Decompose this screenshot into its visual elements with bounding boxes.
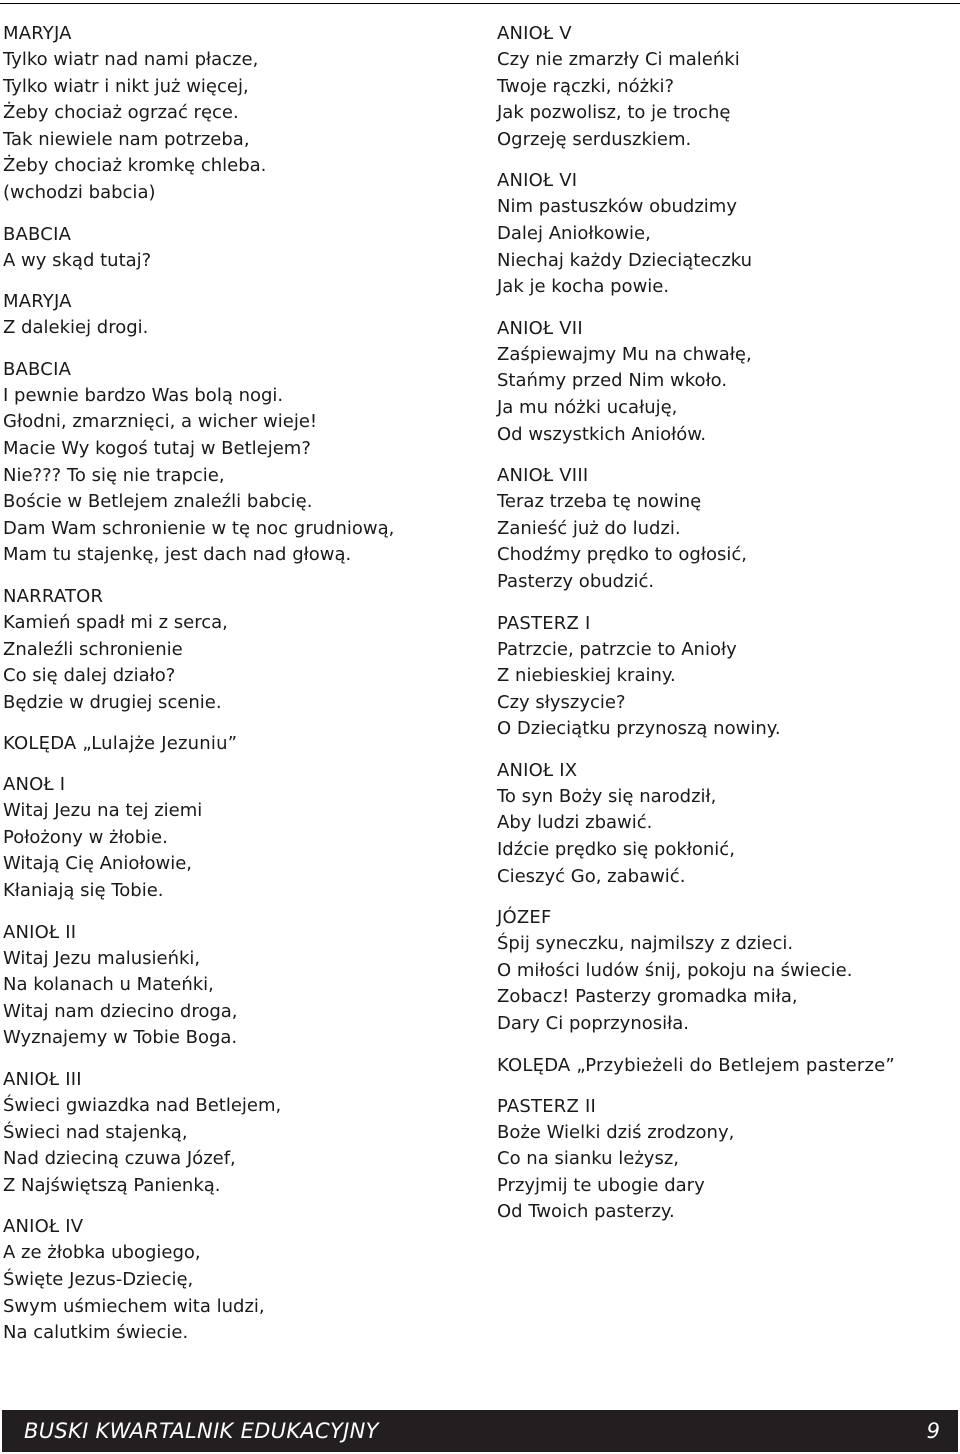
- verse-line: A ze żłobka ubogiego,: [3, 1242, 201, 1264]
- speaker-name: [497, 610, 957, 637]
- speaker-name: [3, 771, 473, 798]
- verse-line: Tak niewiele nam potrzeba,: [3, 128, 250, 150]
- dialogue-section: [3, 1213, 473, 1346]
- verse-line: Aby ludzi zbawić.: [497, 812, 653, 834]
- right-column: [497, 20, 957, 1240]
- verse-line: Boże Wielki dziś zrodzony,: [497, 1121, 735, 1143]
- verse-line: Jak je kocha powie.: [497, 276, 670, 298]
- speaker-name: [3, 221, 473, 248]
- footer-title: BUSKI KWARTALNIK EDUKACYJNY: [24, 1419, 379, 1443]
- speaker-label: ANIOŁ IV: [3, 1216, 84, 1238]
- verse-line: Nim pastuszków obudzimy: [497, 196, 737, 218]
- verse-line: Witaj Jezu malusieńki,: [3, 947, 201, 969]
- verse-line: Witaj Jezu na tej ziemi: [3, 800, 203, 822]
- verse-line: Czy słyszycie?: [497, 691, 626, 713]
- verse-line: Co się dalej działo?: [3, 665, 176, 687]
- verse-line: Świeci nad stajenką,: [3, 1121, 188, 1143]
- verse-line: Położony w żłobie.: [3, 826, 168, 848]
- speaker-label: PASTERZ II: [497, 1095, 596, 1117]
- dialogue-section: [3, 221, 473, 275]
- verse-line: Z Najświętszą Panienką.: [3, 1174, 221, 1196]
- dialogue-section: [3, 771, 473, 904]
- carol-title: „Przybieżeli do Betlejem pasterze”: [576, 1054, 895, 1076]
- speaker-label: ANOŁ I: [3, 774, 66, 796]
- verse-line: Idźcie prędko się pokłonić,: [497, 839, 735, 861]
- verse-line: Wyznajemy w Tobie Boga.: [3, 1027, 238, 1049]
- dialogue-section: [3, 730, 473, 757]
- verse-line: Od wszystkich Aniołów.: [497, 423, 707, 445]
- speaker-name: [3, 1066, 473, 1093]
- verse-line: Znaleźli schronienie: [3, 638, 183, 660]
- dialogue-section: [3, 1066, 473, 1199]
- verse-line: Przyjmij te ubogie dary: [497, 1174, 705, 1196]
- speaker-name: [3, 356, 473, 383]
- speaker-name: [497, 462, 957, 489]
- speaker-label: KOLĘDA: [3, 733, 77, 755]
- verse-line: Nie??? To się nie trapcie,: [3, 464, 225, 486]
- verse-line: Co na sianku leżysz,: [497, 1148, 680, 1170]
- left-column: [3, 20, 473, 1361]
- verse-line: Swym uśmiechem wita ludzi,: [3, 1295, 265, 1317]
- verse-line: Nad dzieciną czuwa Józef,: [3, 1148, 236, 1170]
- speaker-label: ANIOŁ IX: [497, 759, 578, 781]
- verse-line: Z dalekiej drogi.: [3, 317, 149, 339]
- verse-line: Ogrzeję serduszkiem.: [497, 128, 692, 150]
- verse-line: Tylko wiatr nad nami płacze,: [3, 49, 259, 70]
- page-number: 9: [926, 1419, 940, 1443]
- verse-line: Mam tu stajenkę, jest dach nad głową.: [3, 544, 352, 566]
- speaker-name: [497, 1052, 957, 1079]
- carol-title: „Lulajże Jezuniu”: [82, 733, 238, 755]
- verse-line: Na calutkim świecie.: [3, 1322, 189, 1344]
- verse-line: Patrzcie, patrzcie to Anioły: [497, 638, 737, 660]
- verse-line: Żeby chociaż ogrzać ręce.: [3, 102, 239, 124]
- dialogue-section: [497, 904, 957, 1037]
- verse-line: Dalej Aniołkowie,: [497, 222, 651, 244]
- speaker-name: [3, 919, 473, 946]
- dialogue-section: [3, 288, 473, 342]
- verse-line: Kamień spadł mi z serca,: [3, 611, 228, 633]
- verse-line: Cieszyć Go, zabawić.: [497, 865, 686, 887]
- speaker-name: [497, 904, 957, 931]
- speaker-label: JÓZEF: [497, 907, 552, 929]
- dialogue-section: [3, 356, 473, 569]
- verse-line: (wchodzi babcia): [3, 181, 156, 203]
- speaker-name: [3, 1213, 473, 1240]
- speaker-label: KOLĘDA: [497, 1054, 571, 1076]
- verse-line: Dam Wam schronienie w tę noc grudniową,: [3, 517, 395, 539]
- verse-line: Zaśpiewajmy Mu na chwałę,: [497, 343, 752, 365]
- verse-line: Boście w Betlejem znaleźli babcię.: [3, 491, 313, 513]
- verse-line: O Dzieciątku przynoszą nowiny.: [497, 718, 781, 740]
- speaker-label: ANIOŁ VII: [497, 317, 583, 339]
- verse-line: Będzie w drugiej scenie.: [3, 691, 222, 713]
- verse-line: Czy nie zmarzły Ci maleńki: [497, 49, 740, 70]
- verse-line: Świeci gwiazdka nad Betlejem,: [3, 1095, 282, 1117]
- speaker-label: ANIOŁ VI: [497, 170, 578, 192]
- verse-line: Teraz trzeba tę nowinę: [497, 491, 702, 513]
- speaker-name: [3, 583, 473, 610]
- speaker-name: [3, 288, 473, 315]
- speaker-name: [497, 757, 957, 784]
- verse-line: Jak pozwolisz, to je trochę: [497, 102, 731, 124]
- dialogue-section: [497, 462, 957, 595]
- verse-line: Ja mu nóżki ucałuję,: [497, 396, 678, 418]
- speaker-label: MARYJA: [3, 291, 72, 313]
- speaker-label: ANIOŁ VIII: [497, 465, 589, 487]
- verse-line: Głodni, zmarznięci, a wicher wieje!: [3, 411, 318, 433]
- verse-line: Z niebieskiej krainy.: [497, 665, 676, 687]
- verse-line: Zobacz! Pasterzy gromadka miła,: [497, 986, 798, 1008]
- speaker-name: [497, 20, 957, 47]
- dialogue-section: [497, 610, 957, 743]
- verse-line: Niechaj każdy Dzieciąteczku: [497, 249, 753, 271]
- speaker-label: BABCIA: [3, 223, 72, 245]
- verse-line: Witaj nam dziecino droga,: [3, 1000, 238, 1022]
- verse-line: Święte Jezus-Dziecię,: [3, 1269, 194, 1290]
- verse-line: Macie Wy kogoś tutaj w Betlejem?: [3, 437, 311, 459]
- speaker-label: ANIOŁ III: [3, 1069, 82, 1091]
- dialogue-section: [497, 20, 957, 153]
- verse-line: Kłaniają się Tobie.: [3, 880, 164, 902]
- verse-line: I pewnie bardzo Was bolą nogi.: [3, 384, 284, 406]
- speaker-label: ANIOŁ V: [497, 23, 572, 44]
- dialogue-section: [497, 315, 957, 448]
- dialogue-section: [497, 1052, 957, 1079]
- speaker-label: BABCIA: [3, 358, 72, 380]
- verse-line: Zanieść już do ludzi.: [497, 517, 681, 539]
- verse-line: Śpij syneczku, najmilszy z dzieci.: [497, 933, 794, 955]
- speaker-label: NARRATOR: [3, 585, 104, 607]
- verse-line: Witają Cię Aniołowie,: [3, 853, 192, 875]
- verse-line: Od Twoich pasterzy.: [497, 1201, 675, 1223]
- dialogue-section: [3, 20, 473, 207]
- verse-line: Pasterzy obudzić.: [497, 570, 655, 592]
- verse-line: To syn Boży się narodził,: [497, 785, 717, 807]
- verse-line: Na kolanach u Mateńki,: [3, 974, 214, 996]
- speaker-name: [497, 1093, 957, 1120]
- speaker-name: [497, 315, 957, 342]
- verse-line: Żeby chociaż kromkę chleba.: [3, 155, 267, 177]
- verse-line: Chodźmy prędko to ogłosić,: [497, 544, 747, 566]
- speaker-label: PASTERZ I: [497, 612, 591, 634]
- verse-line: Twoje rączki, nóżki?: [497, 75, 675, 97]
- dialogue-section: [497, 167, 957, 300]
- speaker-name: [3, 20, 473, 47]
- footer-bar: [2, 1410, 958, 1452]
- dialogue-section: [3, 583, 473, 716]
- verse-line: Dary Ci poprzynosiła.: [497, 1013, 689, 1035]
- speaker-label: MARYJA: [3, 23, 72, 44]
- verse-line: O miłości ludów śnij, pokoju na świecie.: [497, 959, 853, 981]
- dialogue-section: [497, 757, 957, 890]
- top-rule: [0, 3, 960, 4]
- verse-line: A wy skąd tutaj?: [3, 249, 152, 271]
- speaker-name: [497, 167, 957, 194]
- dialogue-section: [3, 919, 473, 1052]
- verse-line: Stańmy przed Nim wkoło.: [497, 370, 728, 392]
- speaker-name: [3, 730, 473, 757]
- speaker-label: ANIOŁ II: [3, 921, 77, 943]
- dialogue-section: [497, 1093, 957, 1226]
- verse-line: Tylko wiatr i nikt już więcej,: [3, 75, 249, 97]
